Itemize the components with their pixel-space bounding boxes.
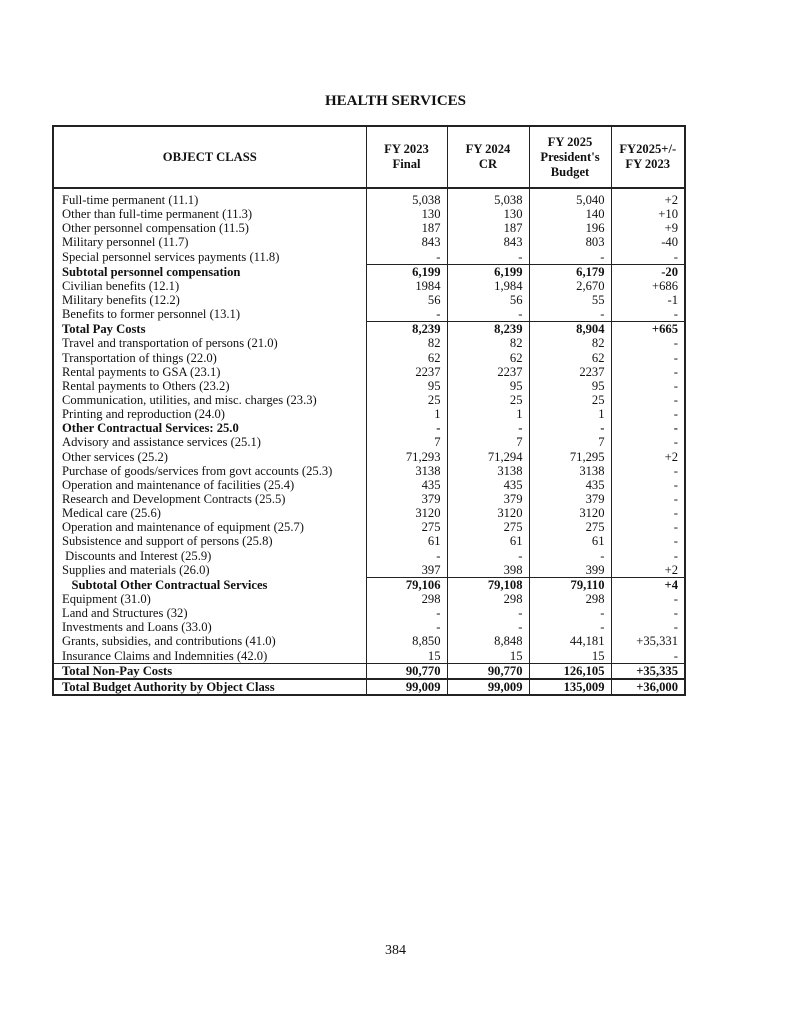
cell-change: +35,335 [611,663,685,679]
cell-fy2025-budget: 5,040 [529,188,611,207]
header-fy2025-vs-fy2023: FY2025+/- FY 2023 [611,126,685,188]
cell-change: - [611,549,685,563]
table-row [53,407,685,421]
cell-fy2024-cr: - [447,250,529,265]
cell-fy2025-budget: 435 [529,478,611,492]
cell-fy2023-final: - [366,549,447,563]
cell-change: -40 [611,235,685,249]
cell-fy2024-cr: 62 [447,351,529,365]
cell-fy2025-budget: - [529,620,611,634]
cell-fy2025-budget: 140 [529,207,611,221]
header-object-class: OBJECT CLASS [53,126,366,188]
cell-fy2025-budget: 7 [529,435,611,449]
cell-fy2025-budget: 803 [529,235,611,249]
header-fy2025-presidents-budget: FY 2025 President's Budget [529,126,611,188]
cell-fy2023-final: - [366,606,447,620]
header-fy2023-final: FY 2023 Final [366,126,447,188]
cell-fy2025-budget: 62 [529,351,611,365]
cell-fy2024-cr: 275 [447,520,529,534]
cell-fy2025-budget: - [529,421,611,435]
table-row [53,207,685,221]
cell-change: - [611,351,685,365]
cell-fy2023-final: 8,239 [366,322,447,337]
cell-fy2025-budget: 25 [529,393,611,407]
table-row [53,250,685,265]
cell-fy2024-cr: - [447,421,529,435]
cell-change: - [611,250,685,265]
cell-change: +10 [611,207,685,221]
cell-change: +665 [611,322,685,337]
row-label: Equipment (31.0) [53,592,366,606]
cell-fy2025-budget: 71,295 [529,450,611,464]
cell-fy2024-cr: 71,294 [447,450,529,464]
cell-fy2023-final: 7 [366,435,447,449]
cell-fy2025-budget: 61 [529,534,611,548]
cell-fy2024-cr: 3120 [447,506,529,520]
cell-change: - [611,393,685,407]
cell-fy2025-budget: 95 [529,379,611,393]
cell-fy2023-final: 379 [366,492,447,506]
table-row [53,351,685,365]
table-row [53,464,685,478]
cell-fy2024-cr: 298 [447,592,529,606]
cell-change: - [611,464,685,478]
cell-fy2023-final: 1 [366,407,447,421]
cell-fy2023-final: 90,770 [366,663,447,679]
table-row [53,435,685,449]
cell-fy2025-budget: 55 [529,293,611,307]
cell-fy2023-final: 25 [366,393,447,407]
row-label: Total Budget Authority by Object Class [53,679,366,695]
cell-fy2025-budget: 298 [529,592,611,606]
cell-fy2024-cr: 61 [447,534,529,548]
cell-fy2025-budget: 135,009 [529,679,611,695]
cell-fy2024-cr: 130 [447,207,529,221]
page-title: HEALTH SERVICES [324,93,467,109]
row-label: Discounts and Interest (25.9) [53,549,366,563]
row-label: Other Contractual Services: 25.0 [53,421,366,435]
cell-fy2025-budget: - [529,307,611,322]
row-label: Civilian benefits (12.1) [53,279,366,293]
cell-change: - [611,435,685,449]
cell-fy2025-budget: 2,670 [529,279,611,293]
row-label: Rental payments to GSA (23.1) [53,365,366,379]
table-row [53,606,685,620]
table-row [53,534,685,548]
row-label: Benefits to former personnel (13.1) [53,307,366,322]
cell-change: +2 [611,563,685,578]
row-label: Rental payments to Others (23.2) [53,379,366,393]
cell-fy2023-final: 1984 [366,279,447,293]
cell-fy2024-cr: - [447,606,529,620]
cell-fy2025-budget: 196 [529,221,611,235]
table-row [53,620,685,634]
row-label: Special personnel services payments (11.8) [53,250,366,265]
cell-fy2023-final: 61 [366,534,447,548]
cell-fy2025-budget: 399 [529,563,611,578]
table-row [53,450,685,464]
cell-fy2024-cr: 3138 [447,464,529,478]
cell-change: - [611,649,685,664]
cell-fy2023-final: 62 [366,351,447,365]
row-label: Advisory and assistance services (25.1) [53,435,366,449]
row-label: Other services (25.2) [53,450,366,464]
cell-fy2025-budget: 379 [529,492,611,506]
cell-fy2025-budget: 79,110 [529,577,611,592]
table-row [53,679,685,695]
table-row [53,492,685,506]
cell-fy2024-cr: 95 [447,379,529,393]
cell-fy2024-cr: 90,770 [447,663,529,679]
cell-fy2023-final: 95 [366,379,447,393]
table-row [53,264,685,279]
cell-fy2025-budget: 3120 [529,506,611,520]
cell-change: - [611,379,685,393]
cell-change: - [611,421,685,435]
cell-change: - [611,620,685,634]
cell-fy2023-final: 82 [366,336,447,350]
cell-change: +4 [611,577,685,592]
cell-fy2024-cr: 187 [447,221,529,235]
cell-fy2025-budget: 2237 [529,365,611,379]
cell-fy2024-cr: 56 [447,293,529,307]
cell-change: - [611,492,685,506]
table-row [53,293,685,307]
cell-fy2023-final: 56 [366,293,447,307]
cell-fy2025-budget: 6,179 [529,264,611,279]
cell-fy2023-final: 3120 [366,506,447,520]
cell-fy2025-budget: 44,181 [529,634,611,648]
table-row [53,506,685,520]
cell-fy2024-cr: 79,108 [447,577,529,592]
cell-fy2023-final: 298 [366,592,447,606]
cell-fy2024-cr: 5,038 [447,188,529,207]
cell-fy2025-budget: 15 [529,649,611,664]
table-body [53,188,685,695]
cell-fy2023-final: 275 [366,520,447,534]
cell-fy2024-cr: 7 [447,435,529,449]
row-label: Communication, utilities, and misc. charges (23.3) [53,393,366,407]
cell-change: +2 [611,188,685,207]
row-label: Insurance Claims and Indemnities (42.0) [53,649,366,664]
table-row [53,520,685,534]
row-label: Land and Structures (32) [53,606,366,620]
cell-change: - [611,478,685,492]
cell-fy2025-budget: 8,904 [529,322,611,337]
row-label: Operation and maintenance of equipment (25.7) [53,520,366,534]
cell-fy2024-cr: 1,984 [447,279,529,293]
cell-fy2023-final: - [366,620,447,634]
row-label: Other than full-time permanent (11.3) [53,207,366,221]
cell-fy2024-cr: - [447,307,529,322]
cell-fy2023-final: 6,199 [366,264,447,279]
cell-fy2025-budget: 275 [529,520,611,534]
cell-fy2023-final: 2237 [366,365,447,379]
table-row [53,393,685,407]
table-row [53,379,685,393]
row-label: Travel and transportation of persons (21.0) [53,336,366,350]
row-label: Military benefits (12.2) [53,293,366,307]
cell-fy2023-final: 3138 [366,464,447,478]
cell-change: - [611,520,685,534]
cell-fy2025-budget: - [529,606,611,620]
cell-change: +36,000 [611,679,685,695]
cell-fy2024-cr: 6,199 [447,264,529,279]
cell-fy2023-final: - [366,421,447,435]
cell-fy2023-final: 8,850 [366,634,447,648]
cell-change: - [611,506,685,520]
table-row [53,235,685,249]
table-row [53,663,685,679]
table-row [53,188,685,207]
row-label: Investments and Loans (33.0) [53,620,366,634]
row-label: Subtotal personnel compensation [53,264,366,279]
cell-fy2023-final: 397 [366,563,447,578]
table-row [53,592,685,606]
cell-fy2025-budget: 3138 [529,464,611,478]
table-row [53,421,685,435]
cell-change: - [611,534,685,548]
cell-fy2023-final: 187 [366,221,447,235]
table-row [53,478,685,492]
row-label: Total Pay Costs [53,322,366,337]
table-row [53,365,685,379]
cell-fy2024-cr: 2237 [447,365,529,379]
row-label: Supplies and materials (26.0) [53,563,366,578]
cell-change: +35,331 [611,634,685,648]
row-label: Operation and maintenance of facilities (25.4) [53,478,366,492]
cell-change: - [611,307,685,322]
row-label: Grants, subsidies, and contributions (41.0) [53,634,366,648]
table-row [53,279,685,293]
table-row [53,563,685,578]
row-label: Full-time permanent (11.1) [53,188,366,207]
cell-change: - [611,592,685,606]
cell-fy2023-final: 5,038 [366,188,447,207]
row-label: Medical care (25.6) [53,506,366,520]
cell-fy2023-final: 130 [366,207,447,221]
cell-change: - [611,606,685,620]
row-label: Other personnel compensation (11.5) [53,221,366,235]
cell-fy2024-cr: - [447,549,529,563]
cell-fy2024-cr: 99,009 [447,679,529,695]
cell-change: -20 [611,264,685,279]
cell-fy2024-cr: 398 [447,563,529,578]
table-row [53,307,685,322]
table-header-row [53,126,685,188]
row-label: Printing and reproduction (24.0) [53,407,366,421]
table-row [53,634,685,648]
cell-fy2023-final: 15 [366,649,447,664]
cell-change: - [611,365,685,379]
row-label: Subsistence and support of persons (25.8) [53,534,366,548]
table-row [53,549,685,563]
cell-fy2024-cr: 379 [447,492,529,506]
cell-change: +9 [611,221,685,235]
cell-fy2025-budget: 1 [529,407,611,421]
cell-fy2024-cr: 8,239 [447,322,529,337]
cell-fy2023-final: 99,009 [366,679,447,695]
cell-fy2024-cr: 25 [447,393,529,407]
cell-fy2024-cr: 82 [447,336,529,350]
cell-change: - [611,407,685,421]
cell-change: - [611,336,685,350]
cell-fy2024-cr: - [447,620,529,634]
cell-fy2023-final: - [366,250,447,265]
table-row [53,649,685,664]
table-row [53,221,685,235]
table-row [53,336,685,350]
cell-fy2025-budget: 82 [529,336,611,350]
table-row [53,322,685,337]
cell-fy2025-budget: - [529,250,611,265]
page-number: 384 [385,943,406,958]
cell-fy2024-cr: 15 [447,649,529,664]
cell-change: -1 [611,293,685,307]
cell-fy2023-final: 435 [366,478,447,492]
cell-fy2023-final: 843 [366,235,447,249]
table-row [53,577,685,592]
cell-fy2025-budget: 126,105 [529,663,611,679]
cell-fy2025-budget: - [529,549,611,563]
cell-fy2023-final: 71,293 [366,450,447,464]
cell-change: +686 [611,279,685,293]
row-label: Research and Development Contracts (25.5) [53,492,366,506]
object-class-table [52,125,686,696]
cell-fy2024-cr: 8,848 [447,634,529,648]
cell-fy2023-final: 79,106 [366,577,447,592]
cell-fy2024-cr: 435 [447,478,529,492]
row-label: Transportation of things (22.0) [53,351,366,365]
header-fy2024-cr: FY 2024 CR [447,126,529,188]
cell-change: +2 [611,450,685,464]
cell-fy2024-cr: 1 [447,407,529,421]
row-label: Total Non-Pay Costs [53,663,366,679]
cell-fy2023-final: - [366,307,447,322]
row-label: Purchase of goods/services from govt accounts (25.3) [53,464,366,478]
row-label: Military personnel (11.7) [53,235,366,249]
cell-fy2024-cr: 843 [447,235,529,249]
row-label: Subtotal Other Contractual Services [53,577,366,592]
